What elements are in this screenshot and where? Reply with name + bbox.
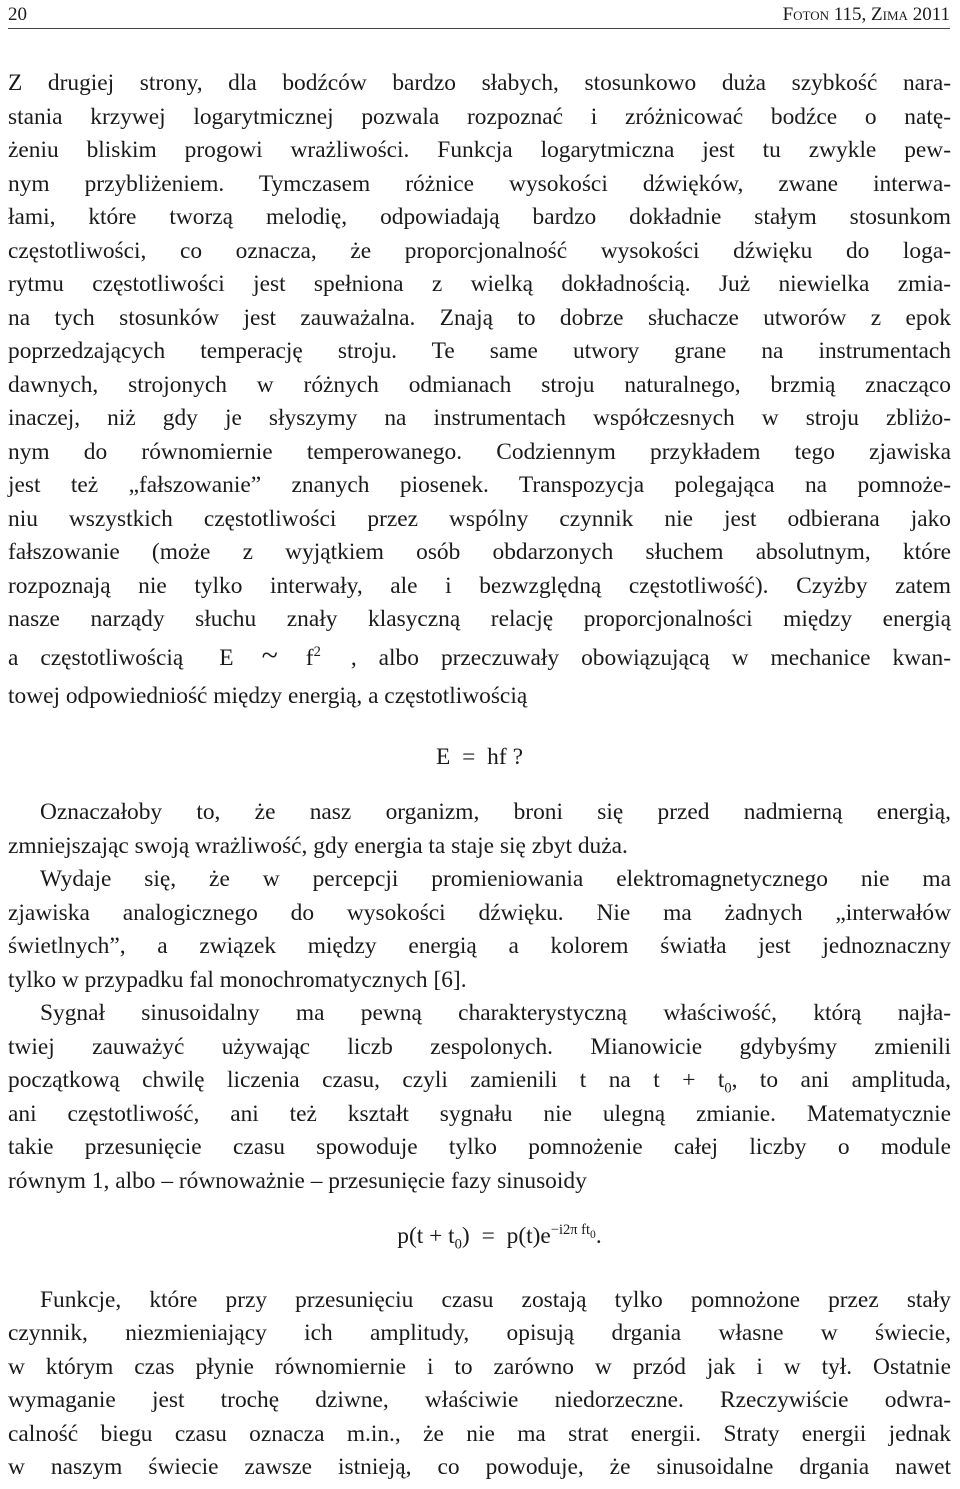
equation-energy-frequency	[8, 741, 951, 775]
text-line: częstotliwości, co oznacza, że proporcjonalność wysokości dźwięku do loga-	[8, 237, 951, 264]
math-end: .	[595, 1223, 602, 1249]
paragraph-1	[8, 67, 951, 715]
math-equals: =	[481, 1223, 495, 1249]
math-exponent: 2	[313, 643, 321, 660]
text-line: Sygnał sinusoidalny ma pewną charakterystyczną właściwość, którą najła-	[40, 1000, 951, 1026]
math-end: ?	[512, 743, 524, 770]
paragraph-5	[8, 1284, 951, 1485]
math-symbol-f: f	[305, 644, 314, 671]
text-line: Z drugiej strony, dla bodźców bardzo słabych, stosunkowo duża szybkość nara-	[8, 70, 951, 96]
text-line: żeniu bliskim progowi wrażliwości. Funkcja logarytmiczna jest tu zwykle pew-	[8, 137, 951, 163]
text-line: tylko w przypadku fal monochromatycznych [6].	[8, 966, 467, 993]
paragraph-4	[8, 997, 951, 1198]
text-line-with-math	[8, 637, 951, 677]
article-body	[8, 67, 951, 1485]
page-number: 20	[8, 4, 27, 25]
paragraph-2	[8, 796, 951, 863]
math-lhs: E	[435, 743, 451, 770]
math-lhs: p(t + t	[397, 1223, 455, 1249]
math-lhs-close: )	[461, 1223, 470, 1249]
math-symbol-E: E	[219, 644, 234, 671]
math-subscript: 0	[724, 1080, 732, 1097]
text-line: łami, które tworzą melodię, odpowiadają bardzo dokładnie stałym stosunkom	[8, 204, 951, 230]
text-line: w naszym świecie zawsze istnieją, co powoduje, że sinusoidalne drgania nawet	[8, 1454, 951, 1480]
text-line: rytmu częstotliwości jest spełniona z wielką dokładnością. Już niewielka zmia-	[8, 271, 951, 297]
text-line: równym 1, albo – równoważnie – przesunięcie fazy sinusoidy	[8, 1167, 587, 1194]
text-line: poprzedzających temperację stroju. Te same utwory grane na instrumentach	[8, 338, 951, 364]
text-line: ani częstotliwość, ani też kształt sygnału nie ulegną zmianie. Matematycznie	[8, 1100, 951, 1127]
text-line: takie przesunięcie czasu spowoduje tylko pomnożenie całej liczby o module	[8, 1134, 951, 1160]
text-fragment: a częstotliwością	[8, 644, 184, 671]
text-line: nym przybliżeniem. Tymczasem różnice wysokości dźwięków, zwane interwa-	[8, 170, 951, 197]
inline-formula	[219, 638, 343, 672]
equation-time-shift	[8, 1220, 951, 1254]
paragraph-3	[8, 863, 951, 997]
text-line: stania krzywej logarytmicznej pozwala rozpoznać i zróżnicować bodźce o natę-	[8, 103, 951, 130]
text-line: towej odpowiedniość między energią, a częstotliwością	[8, 682, 528, 709]
text-line: calność biegu czasu oznacza m.in., że nie ma strat energii. Straty energii jednak	[8, 1420, 951, 1447]
text-line: Funkcje, które przy przesunięciu czasu zostają tylko pomnożone przez stały	[40, 1286, 951, 1313]
math-equals: =	[462, 743, 476, 770]
text-line: rozpoznają nie tylko interwały, ale i bezwzględną częstotliwość). Czyżby zatem	[8, 572, 951, 599]
text-fragment: , albo przeczuwały obowiązującą w mechanice kwan-	[350, 644, 951, 671]
text-line: jest też „fałszowanie” znanych piosenek. Transpozycja polegająca na pomnoże-	[8, 472, 951, 498]
text-line: na tych stosunków jest zauważalna. Znają to dobrze słuchacze utworów z epok	[8, 304, 951, 331]
text-line: świetlnych”, a związek między energią a kolorem światła jest jednoznaczny	[8, 933, 951, 959]
text-line: Wydaje się, że w percepcji promieniowania elektromagnetycznego nie ma	[40, 866, 951, 892]
text-line-with-math	[8, 1064, 951, 1098]
text-line: inaczej, niż gdy je słyszymy na instrumentach współczesnych w stroju zbliżo-	[8, 405, 951, 431]
text-line: dawnych, strojonych w różnych odmianach stroju naturalnego, brzmią znacząco	[8, 371, 951, 398]
text-line: czynnik, niezmieniający ich amplitudy, opisują drgania własne w świecie,	[8, 1320, 951, 1346]
running-title: Foton 115, Zima 2011	[782, 4, 950, 25]
text-line: w którym czas płynie równomiernie i to zarówno w przód jak i w tył. Ostatnie	[8, 1353, 951, 1380]
text-line: nym do równomiernie temperowanego. Codziennym przykładem tego zjawiska	[8, 438, 951, 465]
text-line: Oznaczałoby to, że nasz organizm, broni się przed nadmierną energią,	[40, 799, 951, 825]
math-rhs: p(t)e	[506, 1223, 551, 1249]
text-line: nasze narządy słuchu znały klasyczną relację proporcjonalności między energią	[8, 606, 951, 632]
math-exponent-subscript: 0	[590, 1228, 596, 1242]
text-fragment: , to ani amplituda,	[731, 1067, 951, 1093]
page-header	[8, 0, 950, 29]
math-exponent	[550, 1222, 596, 1242]
math-exponent-text: −i2π ft	[550, 1222, 591, 1239]
text-line: niu wszystkich częstotliwości przez wspólny czynnik nie jest odbierana jako	[8, 505, 951, 532]
text-line: twiej zauważyć używając liczb zespolonych. Mianowicie gdybyśmy zmienili	[8, 1033, 951, 1060]
text-fragment: początkową chwilę liczenia czasu, czyli zamienili t na t + t	[8, 1067, 725, 1093]
text-line: zmniejszając swoją wrażliwość, gdy energia ta staje się zbyt duża.	[8, 832, 628, 859]
text-line: wymaganie jest trochę dziwne, właściwie niedorzeczne. Rzeczywiście odwra-	[8, 1387, 951, 1413]
text-line: fałszowanie (może z wyjątkiem osób obdarzonych słuchem absolutnym, które	[8, 539, 951, 565]
math-rhs: hf	[487, 743, 507, 770]
math-symbol-proportional: ~	[261, 638, 278, 672]
text-line: zjawiska analogicznego do wysokości dźwięku. Nie ma żadnych „interwałów	[8, 899, 951, 926]
math-subscript: 0	[454, 1236, 462, 1253]
